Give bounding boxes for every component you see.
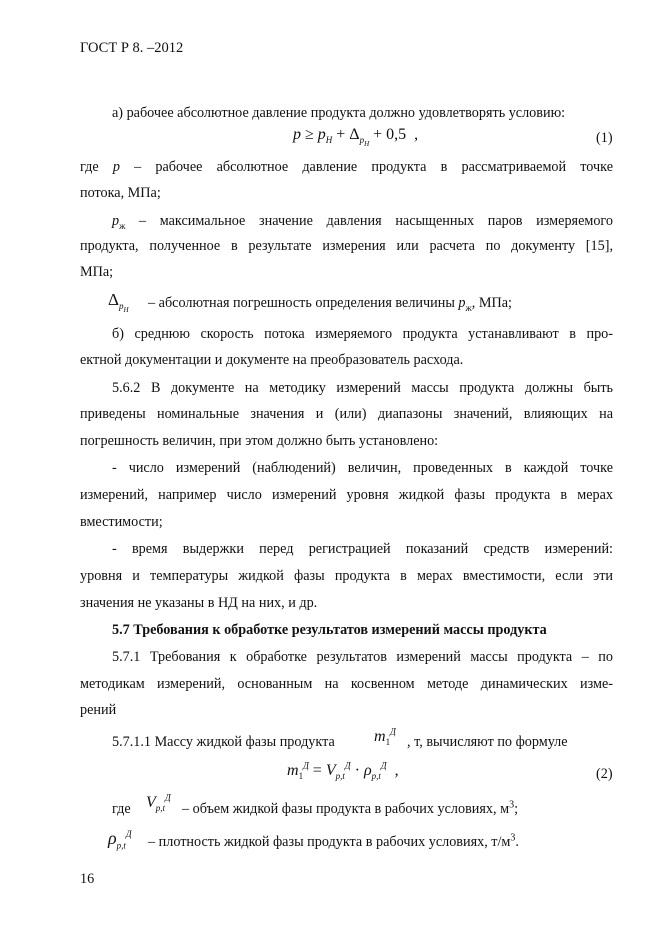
text-line: – абсолютная погрешность определения величины $p_ж$, МПа; xyxy=(148,295,512,313)
text-line: приведены номинальные значения и (или) диапазоны значений, влияющих на xyxy=(80,406,613,422)
formula-2: $m_1^Д = V_{р,t}^Д \cdot \rho_{р,t}^Д$ , xyxy=(287,760,399,782)
text-line: - время выдержки перед регистрацией показаний средств измерений: xyxy=(112,541,613,557)
formula-1: $p \ge p_Н + \Delta_{p_Н} + 0,5$ , xyxy=(293,126,419,148)
text-line: потока, МПа; xyxy=(80,185,161,201)
delta-symbol: $\Delta_{p_Н}$ xyxy=(108,290,129,315)
text-line: МПа; xyxy=(80,264,114,280)
text-line: где xyxy=(112,801,131,817)
text-line: 5.6.2 В документе на методику измерений массы продукта должны быть xyxy=(112,380,613,396)
section-heading: 5.7 Требования к обработке результатов измерений массы продукта xyxy=(112,622,547,638)
text-line: измерений, например число измерений уровня жидкой фазы продукта в мерах xyxy=(80,487,613,503)
text-line-condition-a: а) рабочее абсолютное давление продукта должно удовлетворять условию: xyxy=(112,105,566,121)
document-header: ГОСТ Р 8. –2012 xyxy=(80,40,184,56)
text-line: рений xyxy=(80,702,117,718)
text-line: уровня и температуры жидкой фазы продукта в мерах вместимости, если эти xyxy=(80,568,613,584)
text-line: где p – рабочее абсолютное давление продукта в рассматриваемой точке xyxy=(80,159,613,175)
text-line: б) среднюю скорость потока измеряемого продукта устанавливают в про- xyxy=(112,326,613,342)
formula-m1: $m_1^Д$ xyxy=(374,726,396,748)
text-line: ектной документации и документе на преобразователь расхода. xyxy=(80,352,464,368)
text-line: погрешность величин, при этом должно быть установлено: xyxy=(80,433,439,449)
text-line: , т, вычисляют по формуле xyxy=(407,734,568,750)
text-line: - число измерений (наблюдений) величин, проведенных в каждой точке xyxy=(112,460,613,476)
text-line: 5.7.1 Требования к обработке результатов измерений массы продукта – по xyxy=(112,649,613,665)
text-line: $p_ж$ – максимальное значение давления насыщенных паров измеряемого xyxy=(112,213,613,231)
formula-rho: $\rho_{р,t}^Д$ xyxy=(108,828,132,851)
text-line: – объем жидкой фазы продукта в рабочих условиях, $м^3$; xyxy=(182,799,519,817)
page-number: 16 xyxy=(80,871,95,887)
formula-1-number: (1) xyxy=(596,130,613,146)
formula-v: $V_{р,t}^Д$ xyxy=(146,792,171,814)
text-line: методикам измерений, основанным на косвенном методе динамических изме- xyxy=(80,676,613,692)
text-line: 5.7.1.1 Массу жидкой фазы продукта xyxy=(112,734,335,750)
text-line: продукта, полученное в результате измерения или расчета по документу [15], xyxy=(80,238,613,254)
text-line: – плотность жидкой фазы продукта в рабочих условиях, $т/м^3$. xyxy=(148,832,519,850)
text-line: вместимости; xyxy=(80,514,163,530)
text-line: значения не указаны в НД на них, и др. xyxy=(80,595,318,611)
formula-2-number: (2) xyxy=(596,766,613,782)
